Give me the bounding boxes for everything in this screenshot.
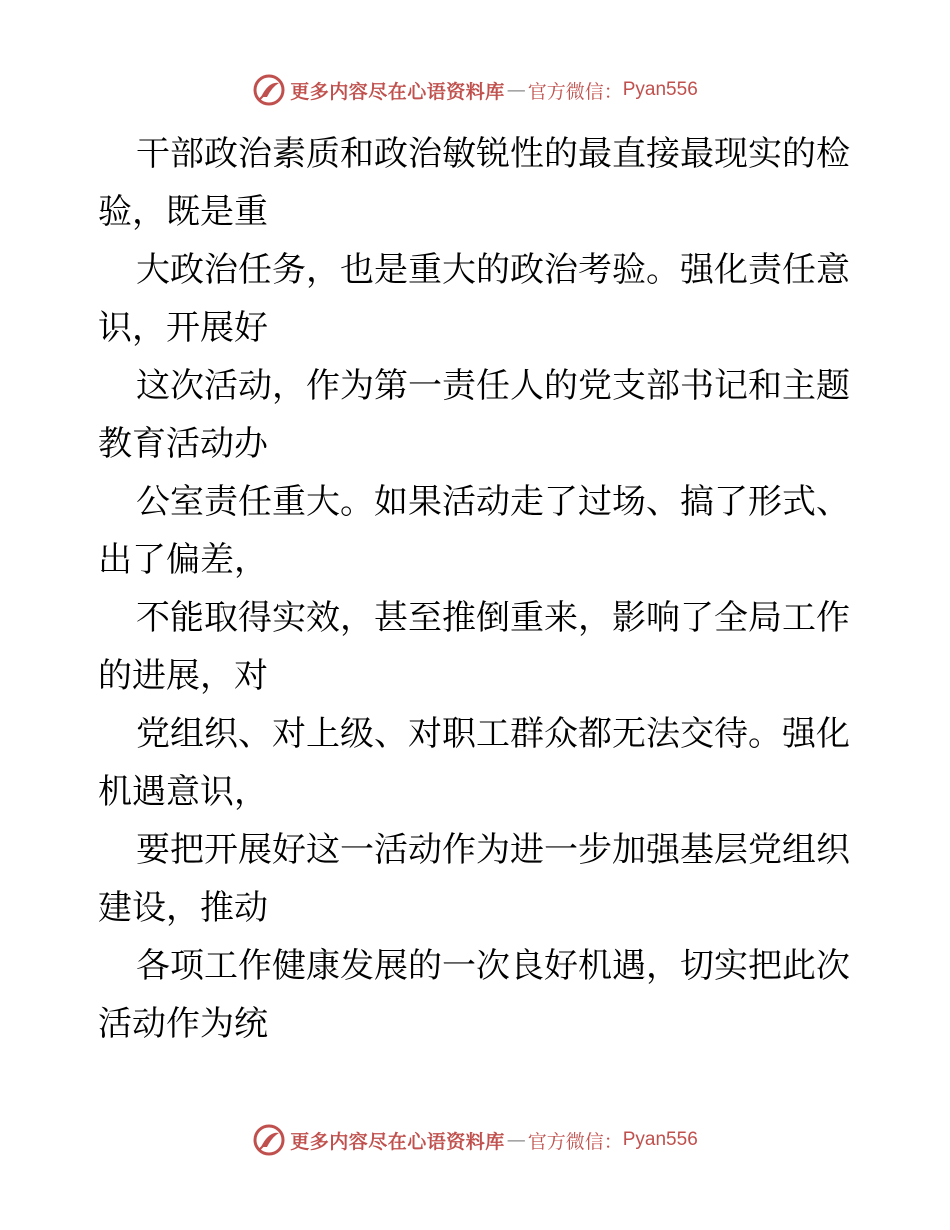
document-body — [98, 125, 858, 1053]
body-line: 党组织、对上级、对职工群众都无法交待。强化 — [136, 714, 850, 754]
footer-banner — [0, 1120, 950, 1160]
body-line: 出了偏差， — [98, 540, 268, 580]
body-line: 的进展，对 — [98, 656, 268, 696]
body-line: 大政治任务，也是重大的政治考验。强化责任意 — [136, 250, 850, 290]
header-banner-separator: — — [506, 79, 526, 101]
body-line: 不能取得实效，甚至推倒重来，影响了全局工作 — [136, 598, 850, 638]
footer-banner-separator: — — [506, 1129, 526, 1151]
body-line: 公室责任重大。如果活动走了过场、搞了形式、 — [136, 482, 850, 522]
body-line: 教育活动办 — [98, 424, 268, 464]
body-line: 识，开展好 — [98, 308, 268, 348]
body-line: 机遇意识， — [98, 772, 268, 812]
header-banner-text: 更多内容尽在心语资料库 — [290, 80, 505, 103]
header-banner — [0, 70, 950, 110]
header-wechat-id: Pyan556 — [622, 79, 698, 100]
body-line: 干部政治素质和政治敏锐性的最直接最现实的检 — [136, 134, 850, 174]
footer-wechat-id: Pyan556 — [622, 1129, 698, 1150]
body-line: 各项工作健康发展的一次良好机遇，切实把此次 — [136, 946, 850, 986]
header-wechat-label: 官方微信： — [527, 80, 623, 103]
body-line: 建设，推动 — [98, 888, 268, 928]
body-line: 活动作为统 — [98, 1004, 268, 1044]
footer-banner-text: 更多内容尽在心语资料库 — [290, 1130, 505, 1153]
footer-wechat-label: 官方微信： — [527, 1130, 623, 1153]
body-line: 要把开展好这一活动作为进一步加强基层党组织 — [136, 830, 850, 870]
brand-logo-icon — [252, 73, 286, 107]
body-line: 这次活动，作为第一责任人的党支部书记和主题 — [136, 366, 850, 406]
body-line: 验，既是重 — [98, 192, 268, 232]
brand-logo-icon — [252, 1123, 286, 1157]
